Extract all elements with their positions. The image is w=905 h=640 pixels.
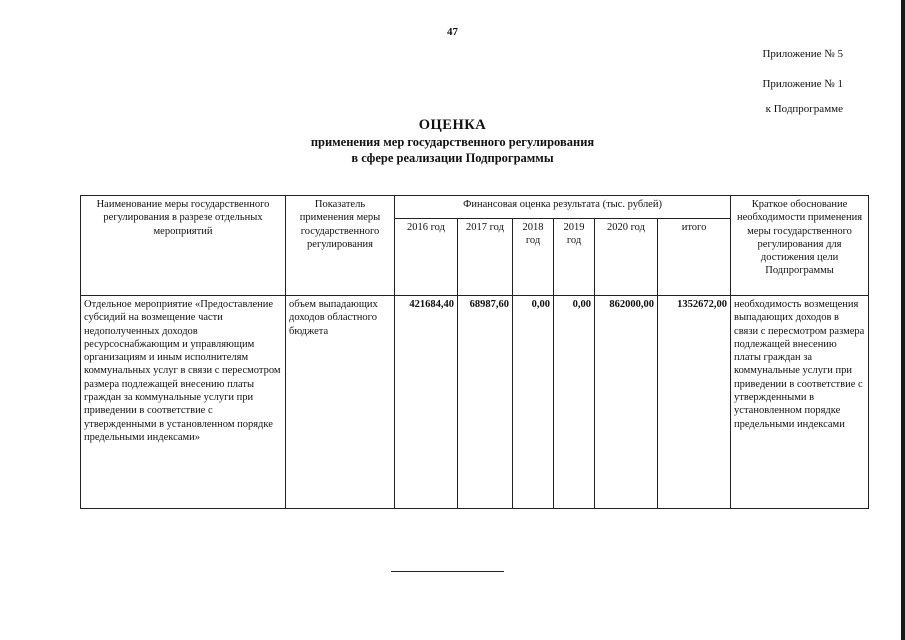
header-year-2020: 2020 год	[595, 219, 658, 296]
value-2020: 862000,00	[595, 296, 658, 509]
value-2016: 421684,40	[395, 296, 458, 509]
value-2019: 0,00	[554, 296, 595, 509]
header-justification: Краткое обоснование необходимости применения меры государственного регулирования для достижения цели Подпрограммы	[731, 196, 869, 296]
header-indicator: Показатель применения меры государственного регулирования	[286, 196, 395, 296]
value-total: 1352672,00	[658, 296, 731, 509]
appendix-line-3: к Подпрограмме	[765, 103, 843, 115]
assessment-table	[80, 195, 869, 509]
header-year-2016: 2016 год	[395, 219, 458, 296]
title-main: ОЦЕНКА	[418, 117, 487, 133]
title-line-3: в сфере реализации Подпрограммы	[351, 151, 554, 165]
row-justification: необходимость возмещения выпадающих доходов в связи с пересмотром размера подлежащей внесению платы граждан за коммунальные услуги при приведении в соответствие с утвержденными в установленном порядке предельными индексами	[731, 296, 869, 509]
header-year-2018: 2018 год	[513, 219, 554, 296]
table-row	[81, 296, 869, 509]
document-title	[0, 117, 905, 166]
header-year-2019: 2019 год	[554, 219, 595, 296]
value-2018: 0,00	[513, 296, 554, 509]
row-measure: Отдельное мероприятие «Предоставление субсидий на возмещение части недополученных доходов ресурсоснабжающим и управляющим организациям и иным исполнителям коммунальных услуг в связи с пересмотром размера подлежащей внесению платы граждан за коммунальные услуги при приведении в соответствие с утвержденными в установленном порядке предельными индексами»	[81, 296, 286, 509]
header-financial: Финансовая оценка результата (тыс. рублей)	[395, 196, 731, 219]
header-total: итого	[658, 219, 731, 296]
appendix-line-1: Приложение № 5	[762, 48, 843, 60]
closing-rule	[391, 571, 504, 572]
header-year-2017: 2017 год	[458, 219, 513, 296]
appendix-line-2: Приложение № 1	[762, 78, 843, 90]
header-row-1	[81, 196, 869, 219]
page-number: 47	[447, 26, 458, 38]
header-measure: Наименование меры государственного регулирования в разрезе отдельных мероприятий	[81, 196, 286, 296]
scan-edge-shadow	[901, 0, 905, 640]
title-line-2: применения мер государственного регулирования	[310, 135, 595, 149]
row-indicator: объем выпадающих доходов областного бюджета	[286, 296, 395, 509]
value-2017: 68987,60	[458, 296, 513, 509]
